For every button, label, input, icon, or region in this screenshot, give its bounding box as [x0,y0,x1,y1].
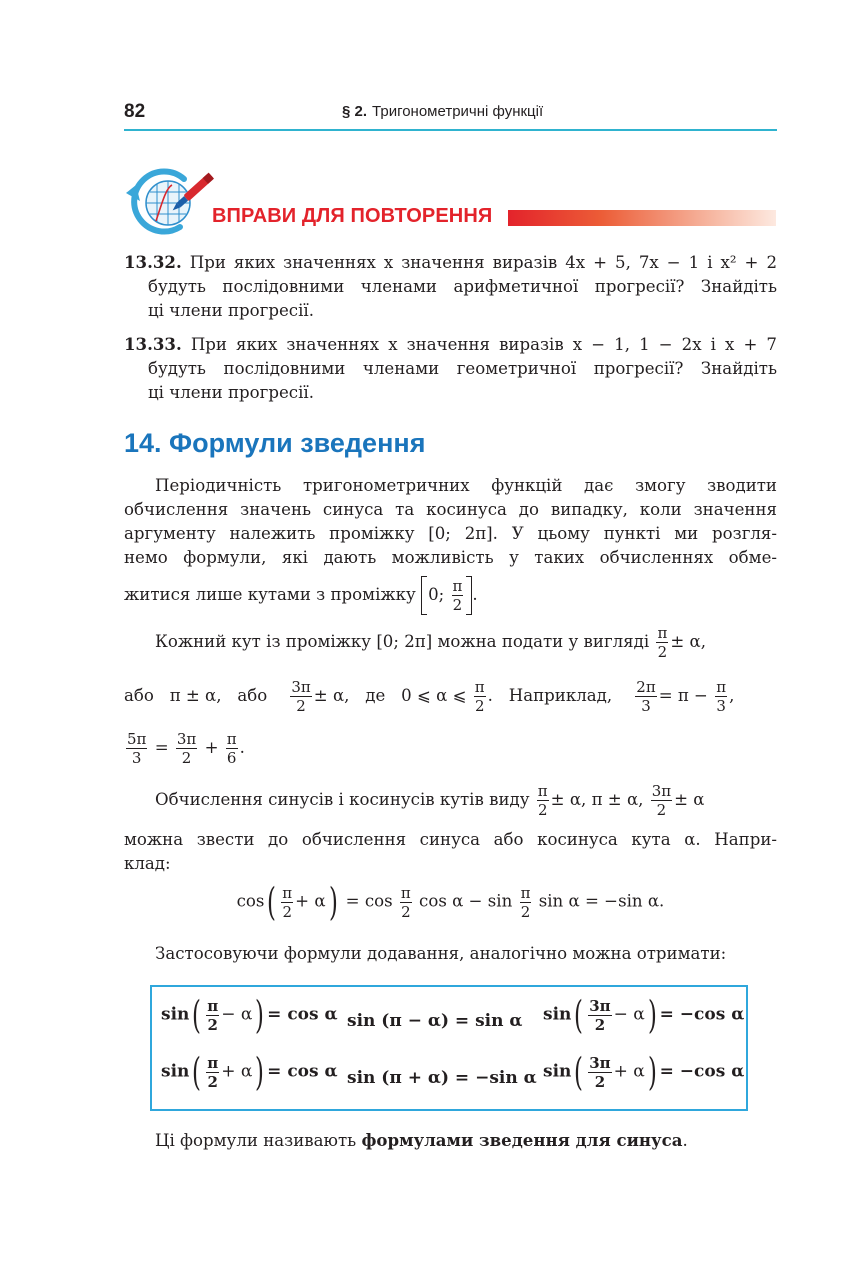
reduction-formulas-box [150,985,748,1111]
exercise-line: будуть послідовними членами арифметичної прогресії? Знайдіть [148,277,777,296]
fraction-2pi-over-3: $\frac{2\pi}{3}$ [636,678,656,715]
exercise-line: При яких значеннях x значення виразів 4x + 5, 7x − 1 і x² + 2 [189,253,777,272]
example-5pi-over-3: $\frac{5\pi}{3}$ = $\frac{3\pi}{2}$ + $\frac{\pi}{6}$ . [127,730,245,767]
fraction-pi-over-2: $\frac{\pi}{2}$ [452,577,463,614]
closing-sentence: Ці формули називають формулами зведення для синуса. [155,1130,688,1150]
exercise-line: ці члени прогресії. [148,383,314,402]
interval-bracket: 0; $\frac{\pi}{2}$ [421,576,472,615]
paragraph-line: Обчислення синусів і косинусів кутів виду [155,790,530,809]
exercise-line: При яких значеннях x значення виразів x − 1, 1 − 2x і x + 7 [190,335,777,354]
paragraph-line: житися лише кутами з проміжку [124,585,416,604]
exercise-line: ці члени прогресії. [148,301,314,320]
paragraph-angles-line2: або π ± α, або $\frac{3\pi}{2}$ ± α, де 0 ⩽ α ⩽ $\frac{\pi}{2}$ . Наприклад, $\frac{2\pi}{3}$ = π − $\frac{\pi}{3}$ , [124,678,735,715]
page-header [124,101,777,131]
paragraph-angles: Кожний кут із проміжку [0; 2π] можна подати у вигляді $\frac{\pi}{2}$ ± α, [155,624,706,661]
exercise-number: 13.32. [124,252,182,272]
term-reduction-formulas: формулами зведення для синуса [361,1130,683,1150]
formula-sin-3pi2-plus: sin( $\frac{3\pi}{2}$ + α) = −cos α [543,1050,745,1094]
exercise-line: будуть послідовними членами геометричної прогресії? Знайдіть [148,359,777,378]
paragraph-reduction-cont [124,828,777,876]
exercise-13-32 [124,250,777,323]
paragraph-line: немо формули, які дають можливість у таких обчисленнях обме- [124,548,777,567]
paragraph-addition: Застосовуючи формули додавання, аналогічно можна отримати: [155,944,727,963]
fraction-pi-over-3: $\frac{\pi}{3}$ [716,678,727,715]
banner-gradient-bar [508,210,776,226]
exercise-number: 13.33. [124,334,182,354]
section-title: Тригонометричні функції [372,103,544,120]
paragraph-reduction: Обчислення синусів і косинусів кутів виду $\frac{\pi}{2}$ ± α, π ± α, $\frac{3\pi}{2}$ ± α [155,782,705,819]
exercise-13-33 [124,332,777,405]
fraction-pi-over-2: $\frac{\pi}{2}$ [657,624,668,661]
fraction-3pi-over-2: $\frac{3\pi}{2}$ [291,678,311,715]
paragraph-periodicity [124,474,777,570]
formula-sin-pi2-minus: sin( $\frac{\pi}{2}$ − α) = cos α [161,993,338,1037]
formula-sin-pi2-plus: sin( $\frac{\pi}{2}$ + α) = cos α [161,1050,338,1094]
formula-sin-pi-minus: sin (π − α) = sin α [347,1011,523,1031]
page-number: 82 [124,101,146,122]
exercise-globe-pen-icon [122,163,222,241]
fraction-pi-over-2: $\frac{\pi}{2}$ [474,678,485,715]
section-ref: § 2. [342,103,368,120]
formula-sin-3pi2-minus: sin( $\frac{3\pi}{2}$ − α) = −cos α [543,993,745,1037]
section-heading: 14. Формули зведення [124,428,426,458]
running-title [342,103,543,120]
paragraph-line: Періодичність тригонометричних функцій дає змогу зводити [155,476,777,495]
formula-sin-pi-plus: sin (π + α) = −sin α [347,1068,537,1088]
example-formula: cos( $\frac{\pi}{2}$ + α) = cos $\frac{\pi}{2}$ cos α − sin $\frac{\pi}{2}$ sin α = −sin α. [236,880,665,924]
paragraph-line: обчислення значень синуса та косинуса до випадку, коли значення [124,500,777,519]
paragraph-line: аргументу належить проміжку [0; 2π]. У цьому пункті ми розгля- [124,524,777,543]
paragraph-line: клад: [124,854,171,873]
interval-line: житися лише кутами з проміжку 0; $\frac{\pi}{2}$ . [124,577,478,614]
paragraph-line: можна звести до обчислення синуса або косинуса кута α. Напри- [124,830,777,849]
exercises-banner-title: ВПРАВИ ДЛЯ ПОВТОРЕННЯ [212,205,493,227]
paragraph-line: Кожний кут із проміжку [0; 2π] можна подати у вигляді [155,632,650,651]
